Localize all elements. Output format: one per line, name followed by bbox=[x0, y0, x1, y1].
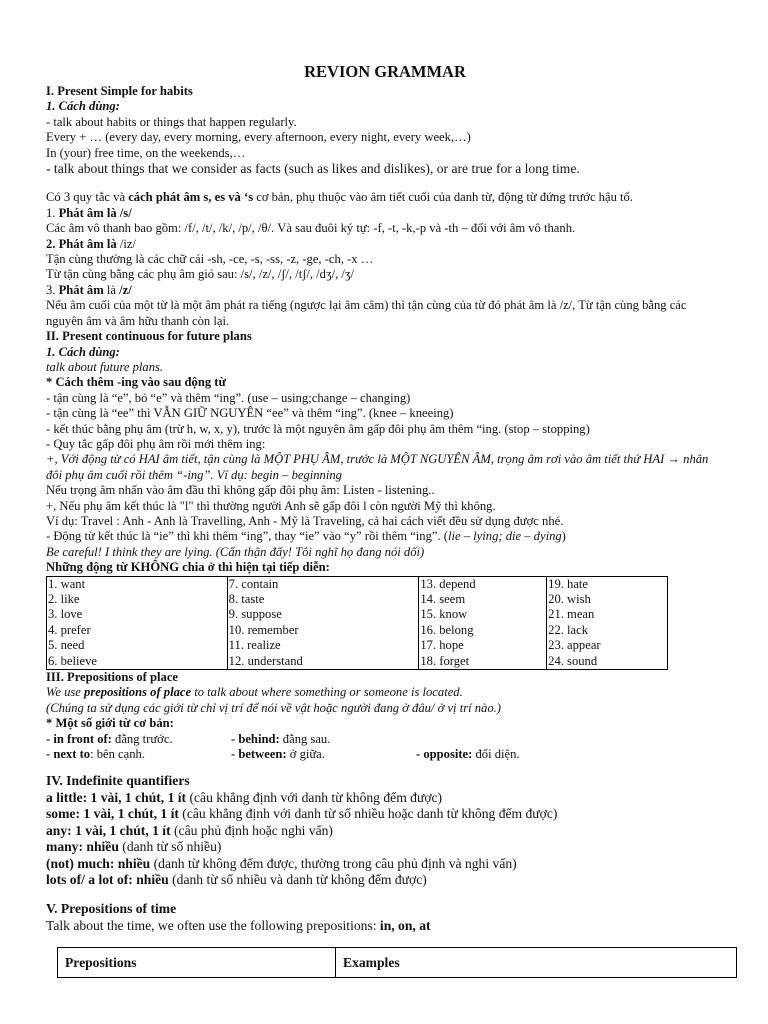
prepositions-row bbox=[46, 747, 724, 762]
stative-verbs-table bbox=[46, 576, 668, 670]
section-1-line: Every + … (every day, every morning, every afternoon, every night, every week,…) bbox=[46, 130, 471, 145]
verb-cell: 4. prefer bbox=[48, 622, 91, 637]
verb-cell: 23. appear bbox=[547, 638, 668, 653]
section-4-heading: IV. Indefinite quantifiers bbox=[46, 773, 190, 789]
ing-rule-line: Ví dụ: Travel : Anh - Anh là Travelling, Anh - Mỹ là Traveling, cả hai cách viết đều sử dụng được nhé. bbox=[46, 513, 564, 528]
section-5-heading: V. Prepositions of time bbox=[46, 901, 177, 917]
table-row bbox=[47, 623, 668, 638]
section-3-intro: We use prepositions of place to talk about where something or someone is located. bbox=[46, 685, 463, 700]
prepositions-row bbox=[46, 732, 724, 747]
ing-rule-line: - kết thúc bằng phụ âm (trừ h, w, x, y), trước là một nguyên âm gấp đôi phụ âm thêm “ing. (stop – stopping) bbox=[46, 421, 590, 436]
ing-rule-line: - tận cùng là “ee” thì VẪN GIỮ NGUYÊN “ee” và thêm “ing”. (knee – kneeing) bbox=[46, 406, 454, 421]
verb-cell: 13. depend bbox=[419, 576, 547, 592]
section-5-intro: Talk about the time, we often use the following prepositions: in, on, at bbox=[46, 917, 431, 933]
rule-3-title: 3. Phát âm là /z/ bbox=[46, 282, 132, 297]
section-2-usage-text: talk about future plans. bbox=[46, 359, 164, 374]
ing-rule-line: - tận cùng là “e”, bỏ “e” và thêm “ing”. (use – using;change – changing) bbox=[46, 390, 411, 405]
rule-2-line: Tận cùng thường là các chữ cái -sh, -ce, -s, -ss, -z, -ge, -ch, -x … bbox=[46, 252, 374, 267]
verb-cell: 9. suppose bbox=[227, 607, 419, 622]
ing-rule-line: - Quy tắc gấp đôi phụ âm rồi mới thêm ing: bbox=[46, 436, 266, 451]
table-header-row bbox=[58, 948, 737, 978]
verb-cell: 18. forget bbox=[419, 654, 547, 670]
section-1-line: In (your) free time, on the weekends,… bbox=[46, 145, 246, 160]
preposition-item: - between: ở giữa. bbox=[231, 747, 325, 762]
preposition-item: - opposite: đối diện. bbox=[416, 747, 520, 762]
ing-rule-line: Nếu trọng âm nhấn vào âm đầu thì không gấp đôi phụ âm: Listen - listening.. bbox=[46, 483, 435, 498]
section-3-intro-vi: (Chúng ta sử dụng các giới từ chỉ vị trí để nói về vật hoặc người đang ở đâu/ ở vị trí nào.) bbox=[46, 700, 501, 715]
table-row bbox=[47, 607, 668, 622]
section-1-line: - talk about things that we consider as facts (such as likes and dislikes), or are true for a long time. bbox=[46, 161, 580, 177]
quantifier-item: a little: 1 vài, 1 chút, 1 ít (câu khẳng định với danh từ không đếm được) bbox=[46, 789, 443, 805]
pronunciation-intro: Có 3 quy tắc và cách phát âm s, es và ‘s cơ bản, phụ thuộc vào âm tiết cuối của danh từ, động từ đứng trước hậu tố. bbox=[46, 190, 633, 205]
verb-cell: 17. hope bbox=[419, 638, 547, 653]
document-title: REVION GRAMMAR bbox=[304, 62, 466, 81]
section-2-usage-heading: 1. Cách dùng: bbox=[46, 344, 120, 359]
verb-cell: 10. remember bbox=[227, 623, 419, 638]
verb-cell: 12. understand bbox=[227, 654, 419, 670]
quantifier-item: lots of/ a lot of: nhiều (danh từ số nhiều và danh từ không đếm được) bbox=[46, 871, 427, 887]
quantifier-item: many: nhiều (danh từ số nhiều) bbox=[46, 839, 222, 855]
verb-cell: 3. love bbox=[48, 607, 83, 622]
verb-cell: 22. lack bbox=[547, 623, 668, 638]
table-header-prepositions: Prepositions bbox=[58, 948, 336, 978]
rule-1-title: 1. Phát âm là /s/ bbox=[46, 205, 132, 220]
table-row bbox=[47, 576, 668, 592]
verb-cell: 1. want bbox=[48, 576, 86, 591]
table-row bbox=[47, 654, 668, 670]
verb-cell: 14. seem bbox=[419, 592, 547, 607]
double-consonant-rule: +, Với động từ có HAI âm tiết, tận cùng là MỘT PHỤ ÂM, trước là MỘT NGUYÊN ÂM, trọng âm rơi vào âm tiết thứ HAI → nhân đôi phụ âm cuối rồi thêm “-ing”. Ví dụ: begin – beginning bbox=[46, 452, 709, 482]
table-row bbox=[47, 638, 668, 653]
rule-1-text: Các âm vô thanh bao gồm: /f/, /t/, /k/, /p/, /θ/. Và sau đuôi ký tự: -f, -t, -k,-p và -th – đối với âm vô thanh. bbox=[46, 221, 576, 236]
ie-rule: - Động từ kết thúc là “ie” thì khi thêm “ing”, thay “ie” vào “y” rồi thêm “ing”. (lie – lying; die – dying) bbox=[46, 529, 566, 544]
rule-2-line: Từ tận cùng bằng các phụ âm gió sau: /s/, /z/, /ʃ/, /tʃ/, /dʒ/, /ʒ/ bbox=[46, 267, 354, 282]
verb-cell: 8. taste bbox=[227, 592, 419, 607]
verb-cell: 20. wish bbox=[547, 592, 668, 607]
verb-cell: 19. hate bbox=[547, 576, 668, 592]
verb-cell: 2. like bbox=[48, 592, 80, 606]
verb-cell: 16. belong bbox=[419, 623, 547, 638]
quantifier-item: any: 1 vài, 1 chút, 1 ít (câu phủ định hoặc nghi vấn) bbox=[46, 822, 333, 838]
document-page bbox=[46, 61, 724, 934]
rule-2-title: 2. Phát âm là /iz/ bbox=[46, 236, 136, 251]
section-1-line: - talk about habits or things that happen regularly. bbox=[46, 114, 297, 129]
stative-verbs-heading: Những động từ KHÔNG chia ở thì hiện tại tiếp diễn: bbox=[46, 560, 330, 575]
verb-cell: 24. sound bbox=[547, 654, 668, 670]
preposition-item: - in front of: đằng trước. bbox=[46, 731, 173, 746]
verb-cell: 11. realize bbox=[227, 638, 419, 653]
section-3-heading: III. Prepositions of place bbox=[46, 670, 179, 685]
preposition-item: - next to: bên cạnh. bbox=[46, 747, 145, 762]
table-header-examples: Examples bbox=[336, 948, 737, 978]
verb-cell: 7. contain bbox=[227, 576, 419, 592]
prepositions-of-time-table bbox=[57, 947, 737, 978]
ing-rule-line: +, Nếu phụ âm kết thúc là "l" thì thường người Anh sẽ gấp đôi l còn người Mỹ thì không. bbox=[46, 498, 496, 513]
verb-cell: 6. believe bbox=[48, 653, 97, 668]
verb-cell: 15. know bbox=[419, 607, 547, 622]
table-row bbox=[47, 592, 668, 607]
careful-example: Be careful! I think they are lying. (Cẩn thận đấy! Tôi nghĩ họ đang nói dối) bbox=[46, 544, 425, 559]
quantifier-item: some: 1 vài, 1 chút, 1 ít (câu khẳng định với danh từ số nhiều hoặc danh từ không đếm được) bbox=[46, 806, 558, 822]
section-1-heading: I. Present Simple for habits bbox=[46, 84, 193, 98]
verb-cell: 5. need bbox=[48, 638, 85, 653]
preposition-item: - behind: đằng sau. bbox=[231, 731, 331, 746]
verb-cell: 21. mean bbox=[547, 607, 668, 622]
ing-rules-heading: * Cách thêm -ing vào sau động từ bbox=[46, 375, 227, 390]
rule-3-text: Nếu âm cuối của một từ là một âm phát ra tiếng (ngược lại âm câm) thì tận cùng của từ đó phát âm là /z/, Từ tận cùng bằng các nguyên âm và âm hữu thanh còn lại. bbox=[46, 298, 687, 328]
basic-prepositions-heading: * Một số giới từ cơ bản: bbox=[46, 716, 174, 731]
section-2-heading: II. Present continuous for future plans bbox=[46, 329, 252, 344]
section-1-usage-heading: 1. Cách dùng: bbox=[46, 99, 120, 114]
quantifier-item: (not) much: nhiều (danh từ không đếm được, thường trong câu phủ định và nghi vấn) bbox=[46, 855, 517, 871]
